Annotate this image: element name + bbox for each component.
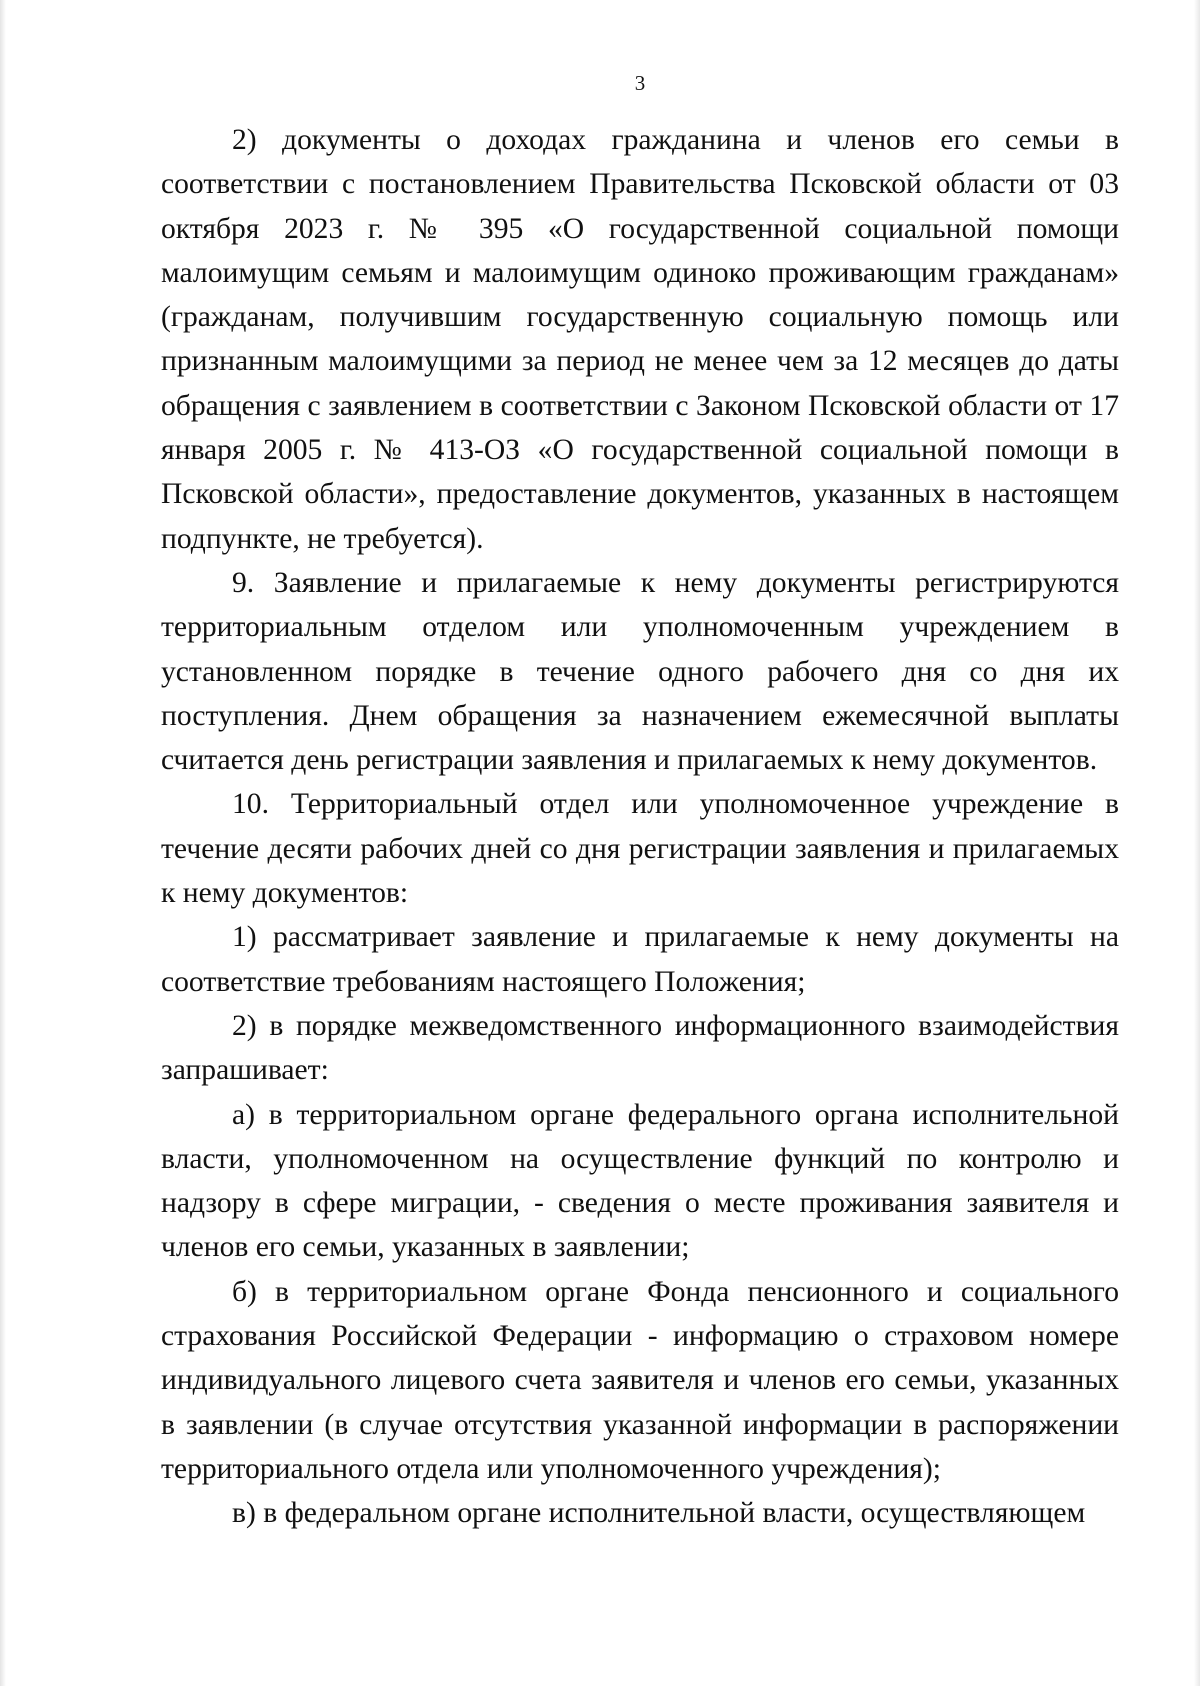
document-page — [161, 62, 1119, 1536]
paragraph-item-10: 10. Территориальный отдел или уполномоченное учреждение в течение десяти рабочих дней со дня регистрации заявления и прилагаемых к нему документов: — [161, 788, 1119, 910]
paragraph-subitem-v: в) в федеральном органе исполнительной власти, осуществляющем — [232, 1497, 1086, 1530]
paragraph-subitem-2: 2) в порядке межведомственного информационного взаимодействия запрашивает: — [161, 1009, 1119, 1087]
paragraph-subitem-1: 1) рассматривает заявление и прилагаемые к нему документы на соответствие требованиям настоящего Положения; — [161, 921, 1119, 998]
paragraph-income-documents: 2) документы о доходах гражданина и членов его семьи в соответствии с постановлением Правительства Псковской области от 03 октября 2023 г. № 395 «О государственной социальной помощи малоимущим семьям и малоимущим одиноко проживающим гражданам» (гражданам, получившим государственную социальную помощь или признанным малоимущими за период не менее чем за 12 месяцев до даты обращения с заявлением в соответствии с Законом Псковской области от 17 января 2005 г. № 413-ОЗ «О государственной социальной помощи в Псковской области», предоставление документов, указанных в настоящем подпункте, не требуется). — [161, 124, 1119, 555]
scan-edge-right — [1194, 0, 1200, 1686]
paragraph-item-9: 9. Заявление и прилагаемые к нему документы регистрируются территориальным отделом или уполномоченным учреждением в установленном порядке в течение одного рабочего дня со дня их поступления. Днем обращения за назначением ежемесячной выплаты считается день регистрации заявления и прилагаемых к нему документов. — [161, 566, 1119, 777]
scan-edge-left — [0, 0, 6, 1686]
page-number: 3 — [634, 71, 646, 95]
paragraph-subitem-b: б) в территориальном органе Фонда пенсионного и социального страхования Российской Федерации - информацию о страховом номере индивидуального лицевого счета заявителя и членов его семьи, указанных в заявлении (в случае отсутствия указанной информации в распоряжении территориального отдела или уполномоченного учреждения); — [161, 1275, 1119, 1485]
paragraph-subitem-a: а) в территориальном органе федерального органа исполнительной власти, уполномоченном на осуществление функций по контролю и надзору в сфере миграции, - сведения о месте проживания заявителя и членов его семьи, указанных в заявлении; — [161, 1098, 1119, 1264]
